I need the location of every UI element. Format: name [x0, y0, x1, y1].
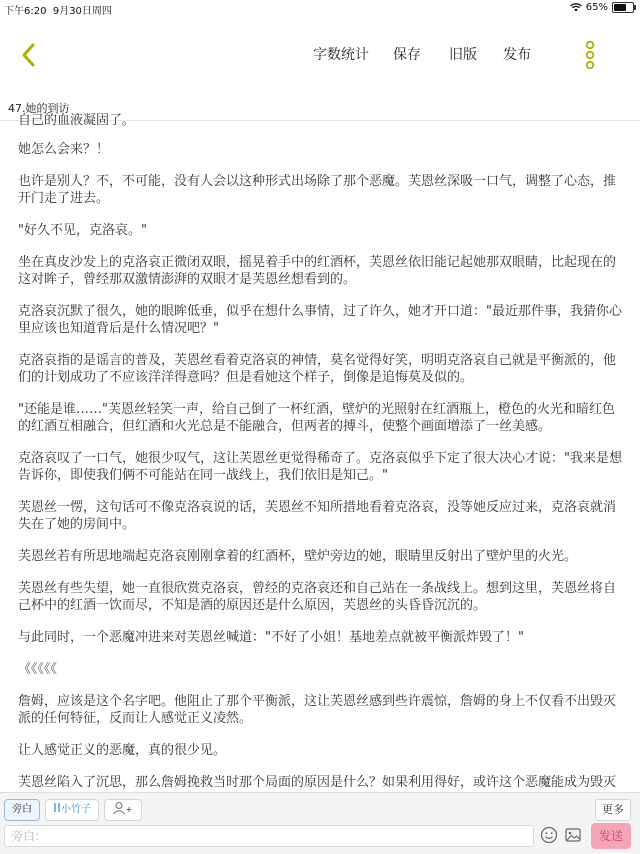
- back-chevron-icon[interactable]: [16, 40, 44, 70]
- old-version-button[interactable]: 旧版: [449, 47, 477, 63]
- compose-toolbar: [0, 792, 640, 854]
- status-time: 下午6:20: [4, 6, 47, 17]
- content-paragraph: 让人感觉正义的恶魔，真的很少见。: [18, 743, 227, 758]
- publish-button[interactable]: 发布: [503, 47, 531, 63]
- word-count-button[interactable]: 字数统计: [313, 47, 369, 63]
- content-paragraph: 克洛哀叹了一口气，她很少叹气，这让芙恩丝更觉得稀奇了。克洛哀似乎下定了很大决心才说："我来是想告诉你，即使我们俩不可能站在同一战线上，我们依旧是知己。": [18, 451, 622, 483]
- status-bar: [0, 0, 640, 16]
- add-character-icon: [112, 801, 134, 815]
- content-paragraph: 坐在真皮沙发上的克洛哀正微闭双眼，摇晃着手中的红酒杯，芙恩丝依旧能记起她那双眼睛，比起现在的这对眸子，曾经那双激情澎湃的双眼才是芙恩丝想看到的。: [18, 255, 617, 287]
- more-button[interactable]: 更多: [595, 799, 631, 821]
- top-nav: [0, 30, 640, 78]
- content-paragraph: 詹姆，应该是这个名字吧。他阻止了那个平衡派，这让芙恩丝感到些许震惊，詹姆的身上不仅看不出毁灭派的任何特征，反而让人感觉正义凌然。: [18, 694, 617, 726]
- status-date: 9月30日周四: [52, 6, 112, 17]
- chapter-content[interactable]: [18, 113, 626, 790]
- status-right: [570, 2, 634, 13]
- save-button[interactable]: 保存: [393, 47, 421, 63]
- battery-icon: [612, 2, 634, 13]
- content-paragraph: 芙恩丝一愣，这句话可不像克洛哀说的话，芙恩丝不知所措地看着克洛哀，没等她反应过来，克洛哀就消失在了她的房间中。: [18, 500, 617, 532]
- narration-chip[interactable]: 旁白: [4, 799, 40, 821]
- battery-percent: 65%: [585, 2, 608, 13]
- content-paragraph: "还能是谁……"芙恩丝轻笑一声，给自己倒了一杯红酒，壁炉的光照射在红酒瓶上，橙色的火光和暗红色的红酒互相融合，但红酒和火光总是不能融合，但两者的搏斗，使整个画面增添了一丝美感。: [18, 402, 615, 434]
- emoji-icon[interactable]: [540, 826, 558, 844]
- content-paragraph: 芙恩丝有些失望，她一直很欣赏克洛哀，曾经的克洛哀还和自己站在一条战线上。想到这里，芙恩丝将自己杯中的红酒一饮而尽，不知是酒的原因还是什么原因，芙恩丝的头昏昏沉沉的。: [18, 581, 617, 613]
- content-paragraph: 克洛哀指的是谣言的普及，芙恩丝看着克洛哀的神情，莫名觉得好笑，明明克洛哀自己就是平衡派的，他们的计划成功了不应该洋洋得意吗？但是看她这个样子，倒像是追悔莫及似的。: [18, 353, 617, 385]
- send-button[interactable]: 发送: [591, 823, 631, 849]
- content-paragraph: 她怎么会来？！: [18, 142, 110, 157]
- status-time-date: [4, 2, 112, 17]
- content-paragraph: 也许是别人？不，不可能，没有人会以这种形式出场除了那个恶魔。芙恩丝深吸一口气，调整了心态，推开门走了进去。: [18, 174, 617, 206]
- add-character-button[interactable]: [104, 799, 142, 821]
- image-icon[interactable]: [565, 827, 581, 843]
- content-paragraph: 《《《《《: [18, 662, 58, 677]
- compose-input[interactable]: [4, 825, 534, 847]
- content-paragraph: 芙恩丝若有所思地端起克洛哀刚刚拿着的红酒杯，壁炉旁边的她，眼睛里反射出了壁炉里的火光。: [18, 549, 578, 564]
- wifi-icon: [570, 3, 582, 12]
- character-chip[interactable]: [45, 799, 99, 821]
- character-chip-label: 小竹子: [61, 804, 91, 815]
- more-options-icon[interactable]: [583, 38, 597, 72]
- content-paragraph: 与此同时，一个恶魔冲进来对芙恩丝喊道："不好了小姐！基地差点就被平衡派炸毁了！": [18, 630, 524, 645]
- content-paragraph: "好久不见，克洛哀。": [18, 223, 147, 238]
- content-paragraph: 芙恩丝陷入了沉思，那么詹姆挽救当时那个局面的原因是什么？如果利用得好，或许这个恶魔能成为毁灭: [18, 775, 617, 790]
- chapter-title: 47.她的到访: [8, 102, 70, 115]
- content-cut-line: 自己的血液凝固了。: [18, 113, 136, 128]
- battery-level: [614, 4, 626, 11]
- content-paragraph: 克洛哀沉默了很久，她的眼眸低垂，似乎在想什么事情，过了许久，她才开口道："最近那件事，我猜你心里应该也知道背后是什么情况吧？": [18, 304, 622, 336]
- bamboo-icon: [53, 802, 61, 813]
